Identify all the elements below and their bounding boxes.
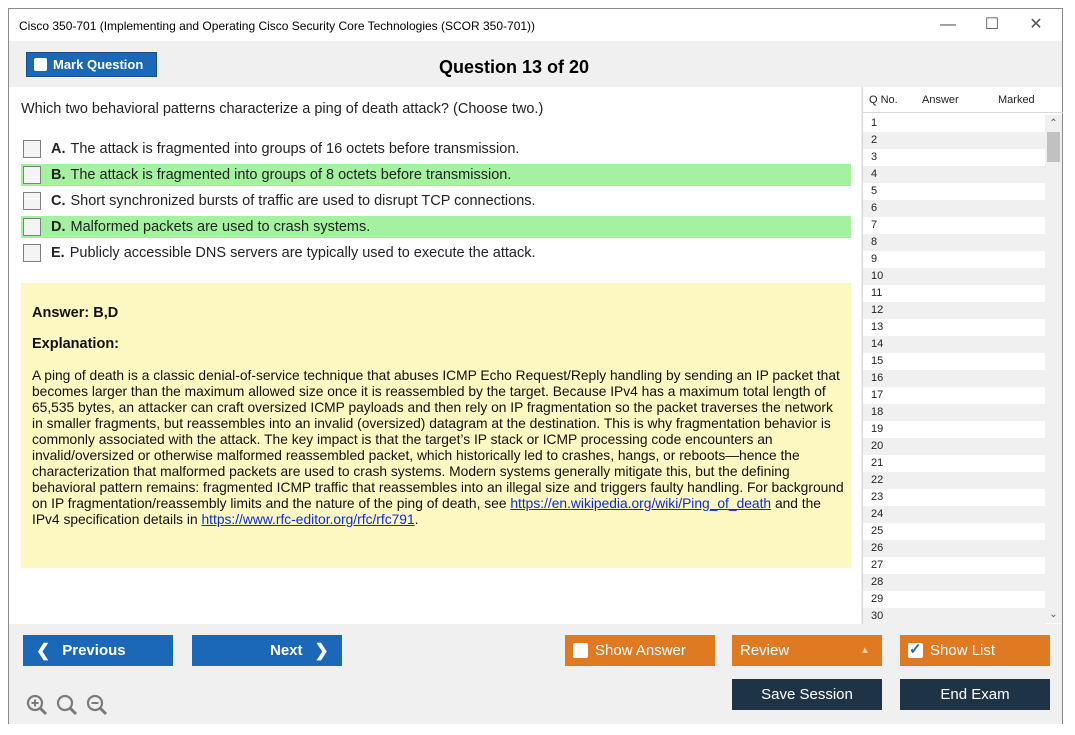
question-list-row[interactable]: 26 — [863, 540, 1045, 557]
mark-question-label: Mark Question — [53, 57, 144, 72]
answer-line: Answer: B,D — [32, 305, 119, 321]
previous-button[interactable] — [23, 635, 173, 666]
option-text: The attack is fragmented into groups of 8 octets before transmission. — [70, 167, 512, 183]
question-list-row[interactable]: 10 — [863, 268, 1045, 285]
explanation-text-mid: and the IPv4 specification details in — [32, 496, 821, 527]
scroll-down-icon[interactable]: ⌄ — [1049, 609, 1058, 620]
next-label: Next — [270, 642, 303, 659]
option-e-checkbox[interactable] — [23, 244, 41, 262]
scroll-up-icon[interactable]: ⌃ — [1049, 118, 1058, 129]
question-counter: Question 13 of 20 — [439, 57, 590, 77]
next-arrow-icon: ❯ — [314, 640, 329, 660]
show-list-checkbox[interactable] — [908, 643, 923, 658]
option-a[interactable] — [21, 138, 851, 160]
scroll-thumb[interactable] — [1047, 132, 1060, 162]
option-a-checkbox[interactable] — [23, 140, 41, 158]
explanation-body — [32, 368, 847, 528]
question-list-row[interactable]: 28 — [863, 574, 1045, 591]
mark-question-button[interactable] — [26, 52, 157, 77]
window-title: Cisco 350-701 (Implementing and Operating Cisco Security Core Technologies (SCOR 350-701)) — [19, 19, 536, 33]
question-list-row[interactable]: 19 — [871, 423, 884, 435]
question-list-row[interactable]: 23 — [871, 491, 884, 503]
maximize-button[interactable]: ☐ — [984, 16, 1000, 33]
review-label: Review — [740, 642, 790, 659]
option-c[interactable] — [21, 190, 851, 212]
col-answer: Answer — [922, 94, 959, 106]
option-d[interactable] — [21, 216, 851, 238]
question-list-row[interactable]: 24 — [863, 506, 1045, 523]
question-list-row[interactable]: 18 — [863, 404, 1045, 421]
answer-panel — [21, 283, 851, 568]
zoom-reset-icon[interactable] — [56, 694, 78, 716]
rfc-link[interactable]: https://www.rfc-editor.org/rfc/rfc791 — [201, 512, 415, 527]
question-list-row[interactable]: 3 — [871, 151, 878, 163]
save-session-button[interactable]: Save Session — [732, 679, 882, 710]
option-c-checkbox[interactable] — [23, 192, 41, 210]
question-panel — [9, 87, 861, 624]
question-list-row[interactable]: 7 — [871, 219, 878, 231]
question-list-row[interactable]: 14 — [863, 336, 1045, 353]
question-list-row[interactable]: 27 — [871, 559, 884, 571]
question-list-row[interactable]: 11 — [871, 287, 883, 299]
caret-up-icon: ▲ — [860, 645, 870, 656]
show-list-button[interactable] — [900, 635, 1050, 666]
close-button[interactable]: ✕ — [1029, 16, 1043, 33]
show-answer-button[interactable] — [565, 635, 715, 666]
next-button[interactable] — [192, 635, 342, 666]
question-list-row[interactable]: 6 — [863, 200, 1045, 217]
review-dropdown[interactable] — [732, 635, 882, 666]
question-list-rows — [863, 115, 1045, 625]
question-list — [862, 87, 1062, 624]
question-list-header — [863, 87, 1063, 113]
explanation-text: A ping of death is a classic denial-of-service technique that abuses ICMP Echo Request/Reply handling by sending an IP packet that becomes larger than the maximum allowed size once it is reassembled by the target. Because IPv4 has a maximum total length of 65,535 bytes, an attacker can craft oversized ICMP payloads and then rely on IP fragmentation so the packet traverses the network in smaller fragments, but reassembles into an invalid (oversized) datagram at the destination. This is why fragmentation behavior is commonly associated with the attack. The key impact is that the target’s IP stack or ICMP processing code encounters an invalid/oversized or otherwise malformed reassembled packet, which historically led to crashes, hangs, or reboots—hence the characterization that malformed packets are used to crash systems. Modern systems generally mitigate this, but the defining behavioral pattern remains: fragmented ICMP traffic that reassembles into an illegal size and triggers faulty handling. For background on IP fragmentation/reassembly limits and the nature of the ping of death, see — [32, 368, 844, 511]
question-list-row[interactable]: 25 — [871, 525, 884, 537]
end-exam-button[interactable]: End Exam — [900, 679, 1050, 710]
question-list-row[interactable]: 22 — [863, 472, 1045, 489]
footer-toolbar — [9, 624, 1062, 724]
wikipedia-link[interactable]: https://en.wikipedia.org/wiki/Ping_of_death — [510, 496, 772, 511]
question-text: Which two behavioral patterns characterize a ping of death attack? (Choose two.) — [21, 101, 544, 117]
app-window — [8, 8, 1063, 724]
option-text: Short synchronized bursts of traffic are used to disrupt TCP connections. — [70, 193, 536, 209]
previous-arrow-icon: ❮ — [36, 640, 51, 660]
col-qno: Q No. — [869, 94, 898, 106]
question-list-row[interactable]: 13 — [871, 321, 884, 333]
question-header — [9, 41, 1062, 87]
question-list-row[interactable]: 12 — [863, 302, 1045, 319]
question-list-row[interactable]: 16 — [863, 370, 1045, 387]
option-b[interactable] — [21, 164, 851, 186]
option-text: The attack is fragmented into groups of 16 octets before transmission. — [70, 141, 520, 157]
previous-label: Previous — [62, 642, 126, 659]
zoom-in-icon[interactable] — [26, 694, 48, 716]
col-marked: Marked — [998, 94, 1035, 106]
question-list-row[interactable]: 17 — [871, 389, 884, 401]
question-list-row[interactable]: 20 — [863, 438, 1045, 455]
title-bar — [9, 9, 1062, 41]
question-list-scrollbar[interactable] — [1045, 115, 1062, 623]
question-list-row[interactable]: 21 — [871, 457, 884, 469]
question-list-row[interactable]: 30 — [863, 608, 1045, 625]
question-list-row[interactable]: 4 — [863, 166, 1045, 183]
show-answer-checkbox[interactable] — [573, 643, 588, 658]
question-list-row[interactable]: 8 — [863, 234, 1045, 251]
minimize-button[interactable]: — — [940, 16, 956, 33]
option-d-checkbox[interactable] — [23, 218, 41, 236]
question-list-row[interactable]: 29 — [871, 593, 884, 605]
question-list-row[interactable]: 9 — [871, 253, 878, 265]
explanation-title: Explanation: — [32, 336, 120, 352]
option-e[interactable] — [21, 242, 851, 264]
zoom-out-icon[interactable] — [86, 694, 108, 716]
option-letter: D. — [51, 219, 66, 235]
question-list-row[interactable]: 1 — [871, 117, 878, 129]
option-letter: C. — [51, 193, 66, 209]
show-answer-label: Show Answer — [595, 642, 686, 659]
option-letter: E. — [51, 245, 65, 261]
option-text: Publicly accessible DNS servers are typically used to execute the attack. — [69, 245, 536, 261]
question-list-row[interactable]: 15 — [871, 355, 884, 367]
question-list-row[interactable]: 5 — [871, 185, 878, 197]
show-list-label: Show List — [930, 642, 996, 659]
option-letter: B. — [51, 167, 66, 183]
question-list-row[interactable]: 2 — [863, 132, 1045, 149]
mark-checkbox-icon — [34, 58, 47, 71]
option-b-checkbox[interactable] — [23, 166, 41, 184]
explanation-text-end: . — [414, 512, 419, 527]
option-letter: A. — [51, 141, 66, 157]
option-text: Malformed packets are used to crash systems. — [70, 219, 371, 235]
